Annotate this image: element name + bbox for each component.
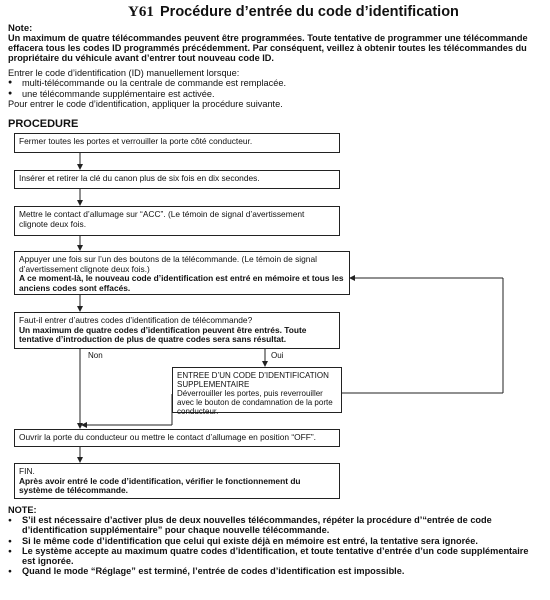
intro-bullet: ● une télécommande supplémentaire est activée. [8, 89, 543, 99]
step-text: Insérer et retirer la clé du canon plus de six fois en dix secondes. [19, 173, 260, 183]
step-text-bold: Un maximum de quatre codes d’identification peuvent être entrés. Toute tentative d’introduction de plus de quatre codes sera sans résultat. [19, 324, 307, 345]
side-additional-code [172, 367, 342, 416]
branch-label-no: Non [88, 351, 103, 360]
step-ignition-acc [14, 206, 340, 236]
note-warning: Un maximum de quatre télécommandes peuvent être programmées. Toute tentative de programmer une télécommande effacera tous les codes ID programmés précédemment. Par conséquent, veillez à obtenir toutes les télécommandes du propriétaire du véhicule avant d’entrer tout nouveau code ID. [8, 33, 528, 64]
step-close-doors [14, 133, 340, 153]
side-title: ENTREE D’UN CODE D’IDENTIFICATION SUPPLEMENTAIRE [177, 371, 329, 389]
section-code: Y61 [128, 4, 154, 20]
step-more-codes-question [14, 312, 340, 349]
intro-followup: Pour entrer le code d’identification, appliquer la procédure suivante. [8, 99, 283, 110]
procedure-heading: PROCEDURE [8, 118, 79, 130]
step-text: Ouvrir la porte du conducteur ou mettre le contact d’allumage en position “OFF”. [19, 432, 316, 442]
step-text: Faut-il entrer d’autres codes d’identification de télécommande? [19, 315, 253, 325]
side-text: Déverrouiller les portes, puis reverrouiller avec le bouton de condamnation de la porte conducteur. [177, 389, 333, 416]
end-label: FIN. [19, 466, 35, 476]
step-text-bold: A ce moment-là, le nouveau code d’identification est entré en mémoire et tous les anciens codes sont effacés. [19, 273, 344, 293]
step-press-button [14, 251, 350, 295]
step-open-door [14, 429, 340, 447]
note-heading: Note: [8, 23, 33, 34]
note-bullet: ● Si le même code d’identification que celui qui existe déjà en mémoire est entré, la tentative sera ignorée. [8, 536, 543, 546]
intro-text: Entrer le code d’identification (ID) manuellement lorsque: [8, 68, 240, 78]
step-end [14, 463, 340, 499]
page-title: Procédure d’entrée du code d’identification [160, 4, 459, 20]
note-bullet: ● S’il est nécessaire d’activer plus de deux nouvelles télécommandes, répéter la procédure d’“entrée de code d’identification supplémentaire” pour chaque nouvelle télécommande. [8, 515, 543, 535]
notes-heading: NOTE: [8, 505, 37, 515]
step-insert-key [14, 170, 340, 189]
note-bullet: ● Le système accepte au maximum quatre codes d’identification, et toute tentative d’entrée d’un code supplémentaire est ignorée. [8, 546, 543, 566]
step-text: Appuyer une fois sur l’un des boutons de la télécommande. (Le témoin de signal d’avertissement clignote deux fois.) [19, 254, 317, 274]
note-bullet: ● Quand le mode “Réglage” est terminé, l’entrée de codes d’identification est impossible. [8, 566, 543, 576]
bottom-notes [8, 505, 543, 576]
step-text: Fermer toutes les portes et verrouiller la porte côté conducteur. [19, 136, 253, 146]
end-text-bold: Après avoir entré le code d’identification, vérifier le fonctionnement du système de télécommande. [19, 475, 301, 496]
branch-label-yes: Oui [271, 351, 284, 360]
step-text: Mettre le contact d’allumage sur “ACC”. (Le témoin de signal d’avertissement clignote deux fois. [19, 209, 305, 229]
intro-bullet: ● multi-télécommande ou la centrale de commande est remplacée. [8, 78, 543, 88]
